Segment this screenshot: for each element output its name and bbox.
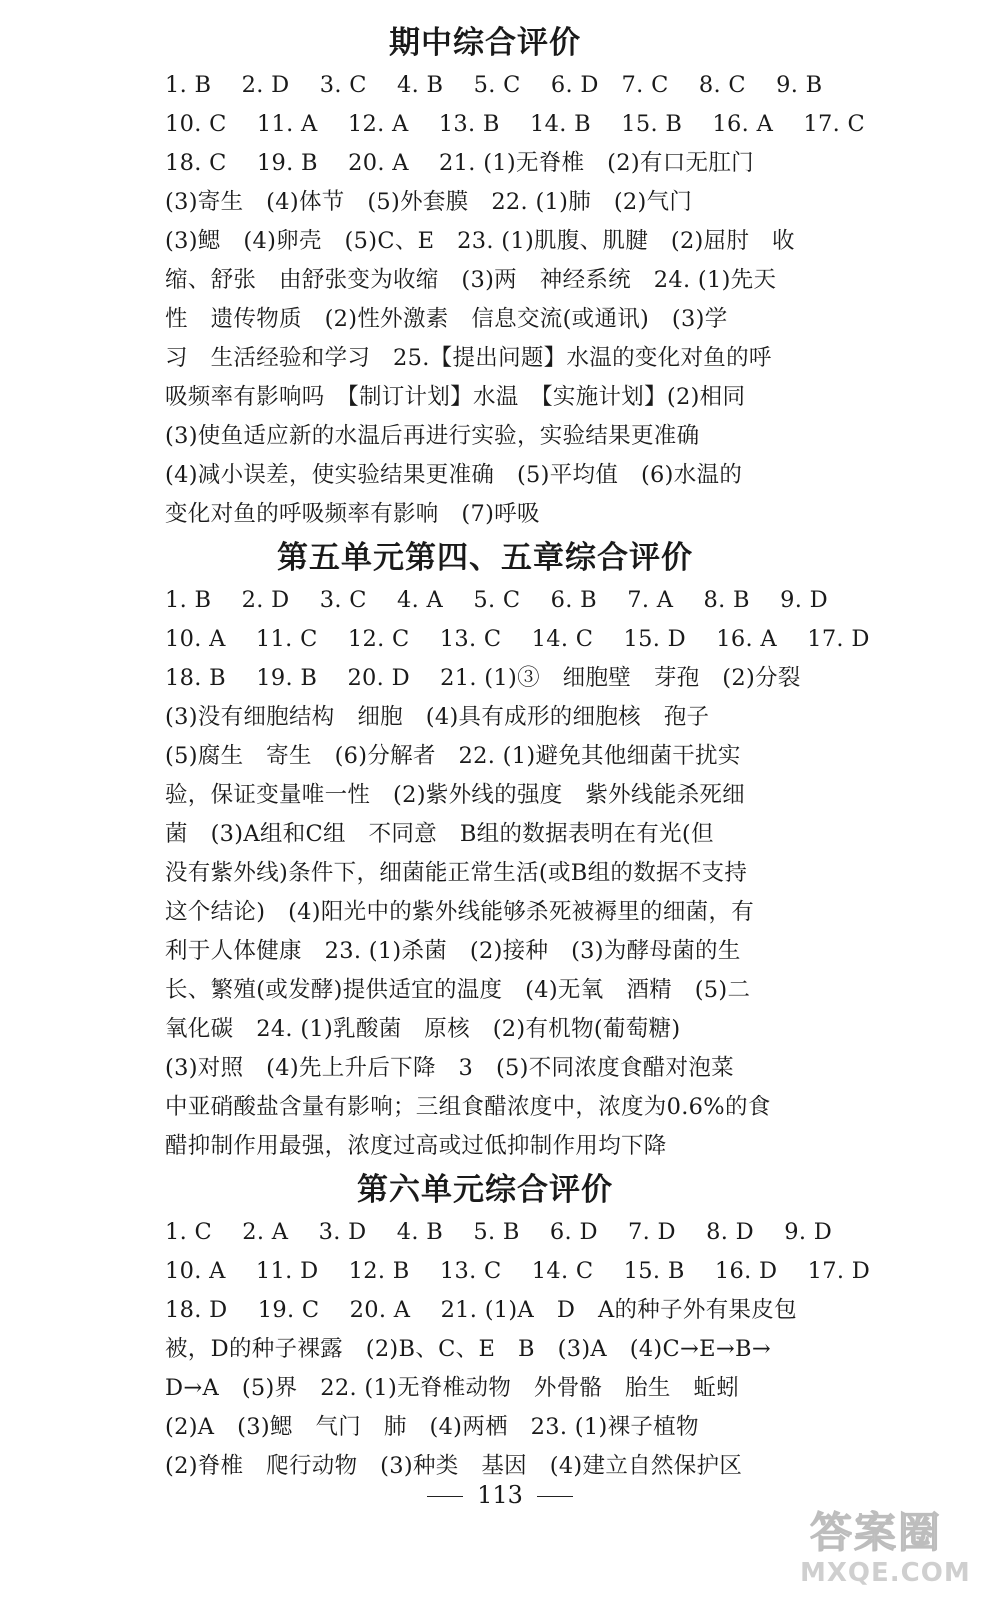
answer-line: D→A (5)界 22. (1)无脊椎动物 外骨骼 胎生 蚯蚓 bbox=[165, 1375, 740, 1401]
page-number-dash-right bbox=[537, 1496, 573, 1497]
section-title: 第五单元第四、五章综合评价 bbox=[277, 540, 693, 576]
answer-line: (3)使鱼适应新的水温后再进行实验，实验结果更准确 bbox=[165, 423, 700, 449]
watermark bbox=[800, 1500, 990, 1595]
answer-line: 10. A 11. D 12. B 13. C 14. C 15. B 16. D 17. D bbox=[165, 1258, 871, 1284]
answer-line: 1. B 2. D 3. C 4. B 5. C 6. D 7. C 8. C 9. B bbox=[165, 72, 823, 98]
answer-line: 性 遗传物质 (2)性外激素 信息交流(或通讯) (3)学 bbox=[165, 306, 728, 332]
answer-line: 菌 (3)A组和C组 不同意 B组的数据表明在有光(但 bbox=[165, 821, 714, 847]
answer-line: 18. B 19. B 20. D 21. (1)③ 细胞壁 芽孢 (2)分裂 bbox=[165, 665, 801, 691]
answer-line: 18. C 19. B 20. A 21. (1)无脊椎 (2)有口无肛门 bbox=[165, 150, 754, 176]
answer-line: 这个结论) (4)阳光中的紫外线能够杀死被褥里的细菌，有 bbox=[165, 899, 755, 925]
answer-line: (3)对照 (4)先上升后下降 3 (5)不同浓度食醋对泡菜 bbox=[165, 1055, 734, 1081]
answer-line: 10. A 11. C 12. C 13. C 14. C 15. D 16. A 17. D bbox=[165, 626, 870, 652]
section-title: 第六单元综合评价 bbox=[357, 1172, 613, 1208]
answer-line: (2)A (3)鳃 气门 肺 (4)两栖 23. (1)裸子植物 bbox=[165, 1414, 699, 1440]
answer-line: 缩、舒张 由舒张变为收缩 (3)两 神经系统 24. (1)先天 bbox=[165, 267, 777, 293]
section-midterm bbox=[165, 20, 866, 534]
section-body bbox=[165, 581, 870, 1166]
section-body bbox=[165, 66, 866, 534]
section-unit6 bbox=[165, 1167, 871, 1486]
watermark-url: MXQE.COM bbox=[800, 1558, 971, 1588]
answer-line: 吸频率有影响吗 【制订计划】水温 【实施计划】(2)相同 bbox=[165, 384, 746, 410]
section-title: 期中综合评价 bbox=[389, 25, 581, 61]
answer-line: 18. D 19. C 20. A 21. (1)A D A的种子外有果皮包 bbox=[165, 1297, 797, 1323]
answer-line: 1. C 2. A 3. D 4. B 5. B 6. D 7. D 8. D 9. D bbox=[165, 1219, 833, 1245]
answer-line: 没有紫外线)条件下，细菌能正常生活(或B组的数据不支持 bbox=[165, 860, 748, 886]
section-unit5-ch4-5 bbox=[165, 535, 870, 1166]
answer-line: 醋抑制作用最强，浓度过高或过低抑制作用均下降 bbox=[165, 1133, 667, 1159]
page-number-dash-left bbox=[427, 1496, 463, 1497]
answer-line: 验，保证变量唯一性 (2)紫外线的强度 紫外线能杀死细 bbox=[165, 782, 745, 808]
section-body bbox=[165, 1213, 871, 1486]
answer-line: 氧化碳 24. (1)乳酸菌 原核 (2)有机物(葡萄糖) bbox=[165, 1016, 681, 1042]
watermark-logo: 答案圈 bbox=[810, 1508, 943, 1557]
answer-line: (4)减小误差，使实验结果更准确 (5)平均值 (6)水温的 bbox=[165, 462, 743, 488]
answer-line: (2)脊椎 爬行动物 (3)种类 基因 (4)建立自然保护区 bbox=[165, 1453, 743, 1479]
page-number-value: 113 bbox=[477, 1481, 523, 1509]
answer-line: 长、繁殖(或发酵)提供适宜的温度 (4)无氧 酒精 (5)二 bbox=[165, 977, 751, 1003]
answer-line: 1. B 2. D 3. C 4. A 5. C 6. B 7. A 8. B 9. D bbox=[165, 587, 829, 613]
answer-line: 利于人体健康 23. (1)杀菌 (2)接种 (3)为酵母菌的生 bbox=[165, 938, 741, 964]
answer-line: 中亚硝酸盐含量有影响；三组食醋浓度中，浓度为0.6%的食 bbox=[165, 1094, 771, 1120]
answer-line: (3)寄生 (4)体节 (5)外套膜 22. (1)肺 (2)气门 bbox=[165, 189, 693, 215]
answer-line: (3)没有细胞结构 细胞 (4)具有成形的细胞核 孢子 bbox=[165, 704, 710, 730]
answer-line: 习 生活经验和学习 25.【提出问题】水温的变化对鱼的呼 bbox=[165, 345, 772, 371]
answer-line: (5)腐生 寄生 (6)分解者 22. (1)避免其他细菌干扰实 bbox=[165, 743, 741, 769]
answer-line: (3)鳃 (4)卵壳 (5)C、E 23. (1)肌腹、肌腱 (2)屈肘 收 bbox=[165, 228, 795, 254]
answer-line: 被，D的种子裸露 (2)B、C、E B (3)A (4)C→E→B→ bbox=[165, 1336, 772, 1362]
answer-line: 10. C 11. A 12. A 13. B 14. B 15. B 16. A 17. C bbox=[165, 111, 866, 137]
answer-line: 变化对鱼的呼吸频率有影响 (7)呼吸 bbox=[165, 501, 540, 527]
